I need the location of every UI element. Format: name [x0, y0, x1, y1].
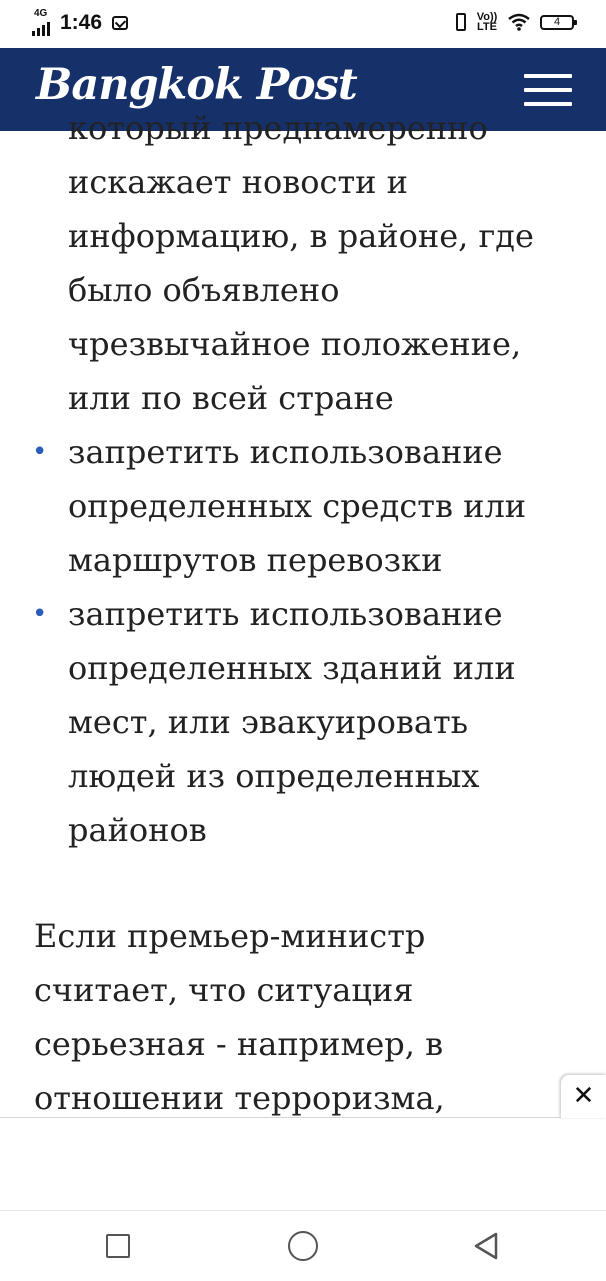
- status-bar: [0, 0, 606, 48]
- back-button[interactable]: [472, 1231, 500, 1261]
- list-item: [0, 425, 606, 587]
- bullet-icon: •: [32, 437, 48, 467]
- site-logo[interactable]: Bangkok Post: [36, 60, 357, 110]
- vibrate-icon: [456, 13, 466, 31]
- list-item-text: запретить использование определенных зданий или мест, или эвакуировать людей из определенных районов: [68, 595, 516, 849]
- system-nav-bar: [0, 1210, 606, 1281]
- list-item: [0, 101, 606, 425]
- list-item-text: который преднамеренно искажает новости и информацию, в районе, где было объявлено чрезвычайное положение, или по всей стране: [68, 109, 534, 417]
- article-body: [0, 101, 606, 1233]
- signal-icon: [32, 20, 50, 36]
- message-icon: [112, 16, 128, 30]
- wifi-icon: [508, 13, 530, 31]
- close-ad-button[interactable]: ✕: [561, 1075, 606, 1118]
- article-content[interactable]: [0, 109, 606, 1117]
- ad-banner[interactable]: [0, 1117, 606, 1211]
- article-paragraph: Если премьер-министр считает, что ситуация серьезная - например, в отношении терроризма,: [34, 917, 445, 1117]
- list-item-text: запретить использование определенных средств или маршрутов перевозки: [68, 433, 527, 579]
- bullet-icon: •: [32, 599, 48, 629]
- volte-icon: Vo)) LTE: [476, 11, 498, 33]
- bullet-list: [0, 101, 606, 857]
- battery-icon: 4: [540, 15, 574, 30]
- list-item: [0, 587, 606, 857]
- recent-apps-button[interactable]: [106, 1234, 130, 1258]
- clock: 1:46: [60, 11, 103, 34]
- home-button[interactable]: [288, 1231, 318, 1261]
- network-type: 4G: [34, 8, 48, 19]
